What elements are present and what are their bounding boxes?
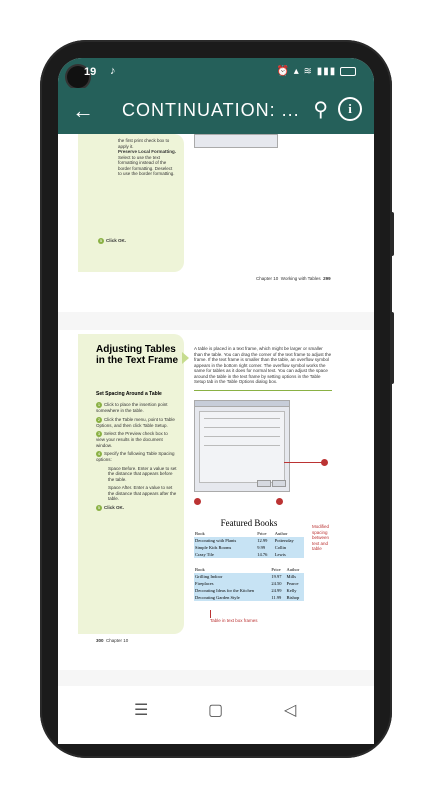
footer-chapter: Chapter 10 <box>106 638 129 643</box>
sidebar-line: Select to use the text <box>118 154 161 160</box>
page-gap <box>58 312 374 330</box>
table-note: Table in text box frames <box>210 618 258 623</box>
dialog-body <box>199 411 285 483</box>
step-text: Click OK. <box>104 504 125 510</box>
navigation-bar <box>58 686 374 744</box>
table-secondary <box>194 566 304 601</box>
screen <box>58 58 374 744</box>
step-number: 2 <box>97 416 101 422</box>
sidebar-line: to use the border formatting. <box>118 171 175 176</box>
table-cell: 14.76 <box>257 552 268 557</box>
subheading: Set Spacing Around a Table <box>96 391 162 397</box>
status-time: 19 <box>84 66 97 78</box>
step-number: 5 <box>97 504 101 510</box>
step-text: Space After. Enter a value to set the distance that appears after the table. <box>108 485 177 501</box>
intro-paragraph: A table is placed in a text frame, which might be larger or smaller than the table. You can drag the corner of the text frame to adjust the frame. If the text frame is smaller than the table, an overflow symbol appears in the bottom right corner. The overflow symbol works the same for tables as it does for normal text. You can adjust the space around the table in the text frame by setting options in the Table Setup tab in the Table Options dialog box. <box>194 346 332 384</box>
table-cell: 24.50 <box>271 581 282 586</box>
music-note-icon: ♪ <box>110 65 116 77</box>
cancel-button-shot <box>272 480 286 487</box>
dialog-titlebar <box>195 401 289 407</box>
table-cell: 24.99 <box>271 588 282 593</box>
table-header: Book <box>195 567 205 572</box>
table-cell: Bishop <box>286 595 300 600</box>
table-cell: Kelly <box>286 588 297 593</box>
step-item <box>96 451 178 463</box>
signal-icon: ▴ <box>293 66 300 77</box>
callout-line <box>210 610 211 618</box>
table-header: Price <box>257 531 267 536</box>
table-header: Book <box>195 531 205 536</box>
step-number: 5 <box>99 238 103 243</box>
back-arrow-icon[interactable]: ← <box>72 98 94 123</box>
step-item <box>96 431 178 448</box>
step-text: Specify the following Table Spacing options: <box>96 451 175 462</box>
callout-marker <box>194 498 201 505</box>
table-cell: 12.99 <box>257 538 268 543</box>
table-cell: Crazy Tile <box>195 552 214 557</box>
table-cell: Pottersday <box>274 538 294 543</box>
page-title: CONTINUATION: ... <box>122 100 300 120</box>
step-number: 1 <box>97 402 101 407</box>
step-text: Space Before. Enter a value to set the distance that appears before the table. <box>108 465 177 482</box>
power-button <box>390 312 394 384</box>
info-icon[interactable]: i <box>338 97 362 121</box>
step-text: Select the Preview check box to view your results in the document window. <box>96 431 168 448</box>
section-heading: Adjusting Tables in the Text Frame <box>96 344 179 366</box>
sidebar-line: Preserve Local Formatting. <box>118 149 177 154</box>
page1-sidebar <box>78 134 184 272</box>
cellular-icon: ▮▮▮ <box>316 66 337 77</box>
page2-sidebar <box>78 334 184 643</box>
footer-page: 300 <box>96 638 104 643</box>
sidebar-line: apply it. <box>118 143 134 149</box>
callout-line <box>284 462 322 463</box>
alarm-icon: ⏰ <box>276 66 290 77</box>
divider <box>194 390 332 391</box>
step-text: Click OK. <box>106 238 127 243</box>
table-header: Author <box>286 567 300 572</box>
search-icon[interactable]: ⚲ <box>313 99 328 121</box>
table-cell: Mills <box>286 574 297 579</box>
table-cell: Fireplaces <box>195 581 214 586</box>
step-text: Click the Table menu, point to Table Options, and then click Table Setup. <box>96 416 175 428</box>
page1-footer <box>256 276 331 282</box>
sidebar-line: border formatting. Deselect <box>118 165 173 171</box>
document-view[interactable] <box>58 134 374 724</box>
status-icons <box>276 66 356 77</box>
step-item <box>96 505 178 511</box>
home-icon[interactable]: ▢ <box>208 702 224 719</box>
ok-button-shot <box>257 480 271 487</box>
step-bullet <box>108 485 178 502</box>
step-item <box>96 417 178 429</box>
table-cell: Collin <box>274 545 286 550</box>
step-bullet <box>108 466 178 483</box>
callout-marker <box>321 459 328 466</box>
app-bar <box>58 88 374 134</box>
step-text: Click to place the insertion point somewhere in the table. <box>96 402 168 413</box>
table-cell: Lewis <box>274 552 286 557</box>
status-bar <box>58 58 374 88</box>
wifi-icon: ≋ <box>303 66 313 77</box>
step-item <box>96 402 178 414</box>
table-cell: 19.97 <box>271 574 282 579</box>
footer-page: 299 <box>323 276 331 281</box>
table-cell: Decorating with Plants <box>195 538 237 543</box>
table-cell: Decorating Ideas for the Kitchen <box>195 588 254 593</box>
sidebar-step <box>98 238 126 244</box>
recents-icon[interactable]: ☰ <box>134 702 149 719</box>
table-cell: 11.99 <box>271 595 282 600</box>
page2-footer <box>96 638 128 644</box>
battery-icon <box>340 67 356 76</box>
table-header: Author <box>274 531 288 536</box>
featured-title: Featured Books <box>220 518 278 528</box>
back-icon[interactable]: ◁ <box>284 702 297 719</box>
footer-section: Working with Tables <box>280 276 321 281</box>
table-cell: Decorating Garden Style <box>195 595 240 600</box>
sidebar-line: formatting instead of the <box>118 160 167 165</box>
featured-books-figure <box>194 518 304 558</box>
pointer-arrow <box>182 352 189 364</box>
footer-chapter: Chapter 10 <box>256 276 279 281</box>
callout-marker <box>276 498 283 505</box>
volume-button <box>390 212 394 256</box>
table-cell: 9.99 <box>257 545 266 550</box>
table-cell: Simple Kids Rooms <box>195 545 232 550</box>
table-cell: Pearce <box>286 581 299 586</box>
table-cell: Grilling Indoor <box>195 574 223 579</box>
step-number: 4 <box>97 451 101 456</box>
callout-text: Modified spacing between text and table <box>312 524 330 551</box>
table-header: Price <box>271 567 281 572</box>
table-options-dialog <box>194 400 290 492</box>
sidebar-line: the first print check box to <box>118 138 170 143</box>
screenshot-fragment <box>194 134 278 148</box>
step-list <box>96 402 178 511</box>
step-number: 3 <box>97 431 101 436</box>
table-featured <box>194 530 304 558</box>
